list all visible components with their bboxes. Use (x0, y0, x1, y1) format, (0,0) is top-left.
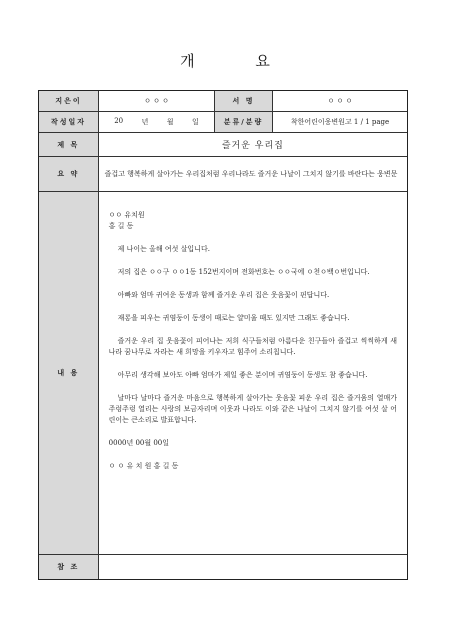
date-day-unit: 일 (191, 118, 199, 126)
content-label: 내 용 (39, 192, 99, 554)
reference-label: 참 조 (39, 555, 99, 579)
paragraph: 아빠와 엄마 귀여운 동생과 함께 즐거운 우리 집은 웃음꽃이 핀답니다. (117, 291, 330, 299)
paragraph: 즐거운 우리 집 웃음꽃이 피어나는 저희 식구들처럼 아름다운 친구들아 즐겁고 씩씩하게 새나라 꿈나무로 자라는 새 희망을 키우자고 힘주어 소리칩니다. (108, 337, 397, 356)
reference-value (99, 555, 407, 579)
paragraph: 제 나이는 올해 여섯 살입니다. (117, 245, 210, 253)
paragraph: 저의 집은 ㅇㅇ구 ㅇㅇ1동 152번지이며 전화번호는 ㅇㅇ국에 ㅇ천ㅇ백ㅇ번입니다. (117, 268, 370, 276)
summary-row (39, 157, 407, 192)
date-value (99, 112, 214, 132)
content-body (99, 192, 407, 554)
sign-label: 서 명 (214, 91, 273, 111)
date-row (39, 112, 407, 133)
paragraph: 날마다 날마다 즐거운 마음으로 행복하게 살아가는 웃음꽃 피운 우리 집은 즐거움의 열매가 주렁주렁 열리는 사랑의 보금자리며 이웃과 나라도 이와 같은 나날이 그치지 않기를 여섯 살 어린이는 큰소리로 발표합니다. (108, 394, 397, 424)
speaker-name: 홍 길 동 (108, 222, 134, 230)
date-year-unit: 년 (141, 118, 149, 126)
sign-value: ㅇ ㅇ ㅇ (327, 97, 353, 105)
category-value: 착한어린이웅변원고 1 / 1 page (290, 118, 390, 126)
author-row (39, 91, 407, 112)
speech-date: 0000년 00월 00일 (108, 439, 170, 447)
subject-label: 제 목 (39, 133, 99, 156)
overview-form (38, 90, 408, 580)
reference-row (39, 555, 407, 579)
author-value: ㅇ ㅇ ㅇ (144, 97, 169, 105)
date-year: 20 (114, 117, 124, 125)
category-label: 분류/분량 (214, 112, 273, 132)
subject-row (39, 133, 407, 157)
speech-signature: ㅇ ㅇ 유 치 원 홍 길 동 (108, 462, 179, 470)
school-name: ㅇㅇ 유치원 (108, 211, 145, 219)
date-month-unit: 월 (166, 118, 174, 126)
page-title: 개 요 (180, 52, 298, 70)
content-row (39, 192, 407, 555)
summary-label: 요 약 (39, 157, 99, 191)
summary-value: 즐겁고 행복하게 살아가는 우리집처럼 우리나라도 즐거운 나날이 그치지 않기를 바란다는 웅변문 (104, 169, 398, 178)
paragraph: 아무리 생각해 보아도 아빠 엄마가 제일 좋은 분이며 귀염둥이 동생도 참 좋습니다. (117, 371, 368, 379)
date-label: 작성일자 (39, 112, 99, 132)
paragraph: 재롱을 피우는 귀염둥이 동생이 때로는 얄미울 때도 있지만 그래도 좋습니다. (117, 314, 350, 322)
author-label: 지은이 (39, 91, 99, 111)
subject-value: 즐거운 우리집 (221, 141, 284, 151)
